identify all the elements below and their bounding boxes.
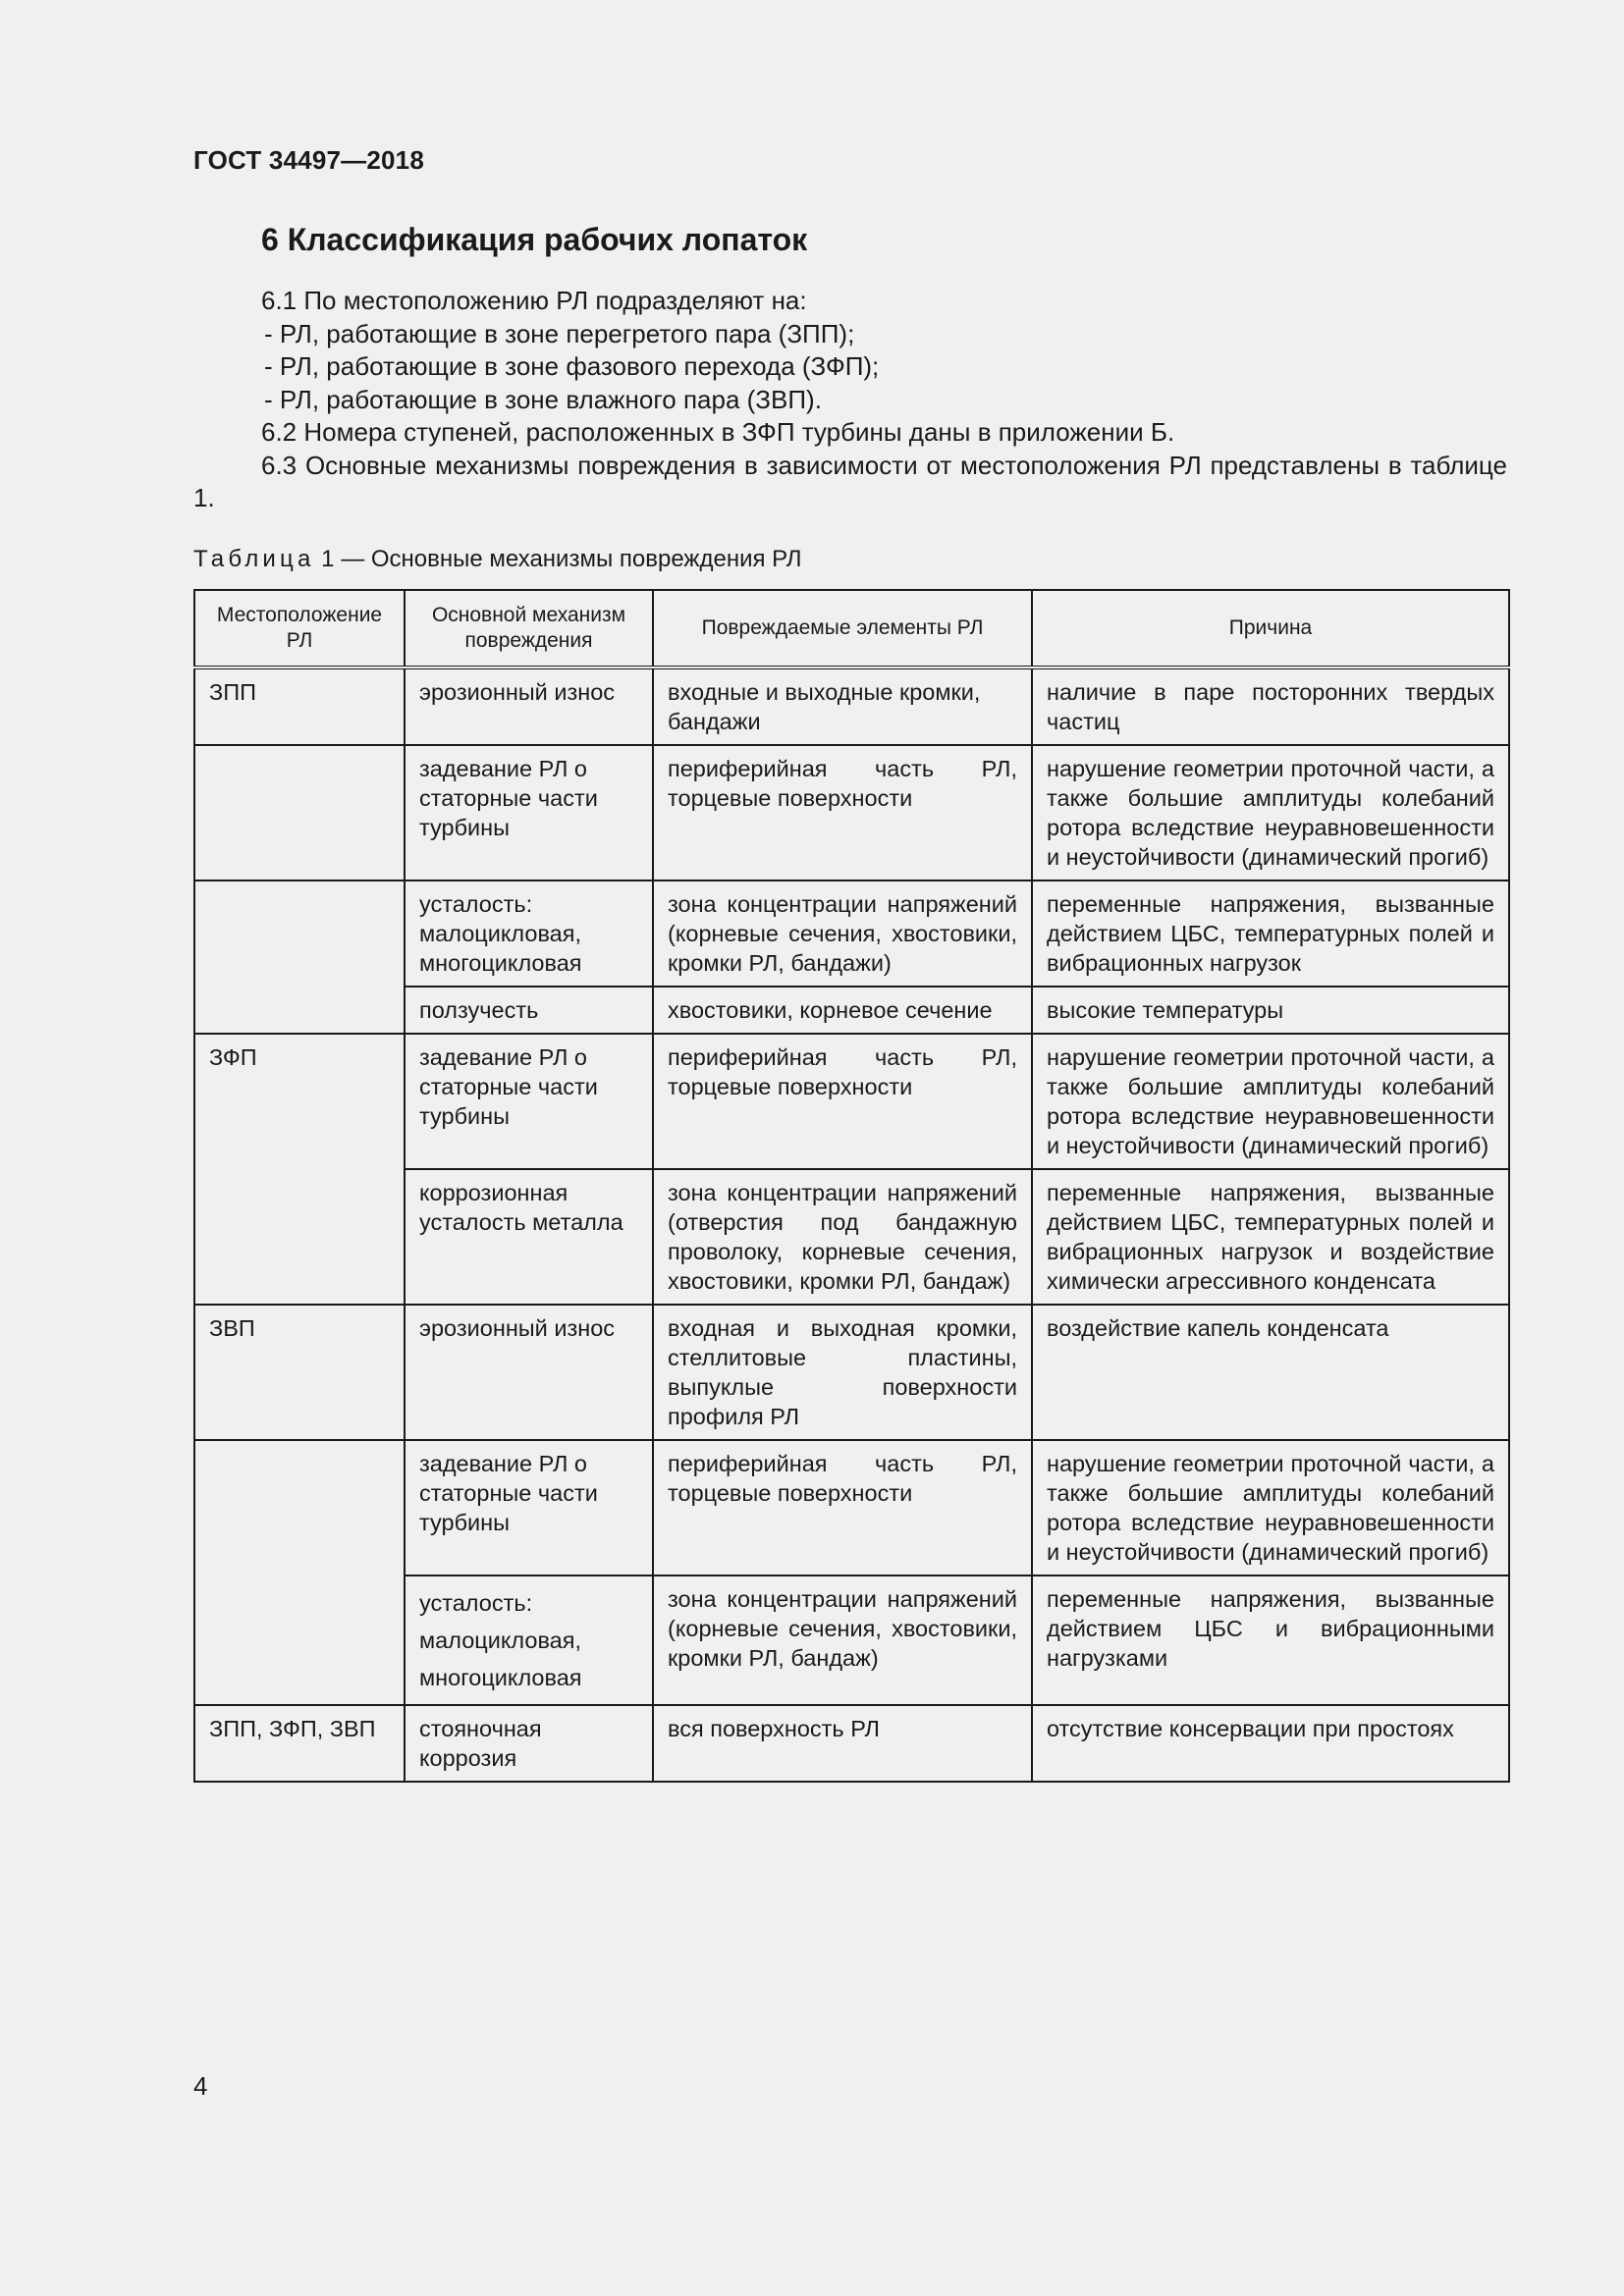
- section-title: 6 Классификация рабочих лопаток: [261, 222, 808, 257]
- header-cause: Причина: [1032, 590, 1509, 667]
- cell-mechanism: задевание РЛ о статорные части турбины: [405, 1440, 653, 1575]
- cell-elements: зона концентрации напряжений (отверстия под бандажную проволоку, корневые сечения, хвостовики, кромки РЛ, бандаж): [653, 1169, 1032, 1305]
- cell-cause: отсутствие консервации при простоях: [1032, 1705, 1509, 1782]
- header-elements: Повреждаемые элементы РЛ: [653, 590, 1032, 667]
- cell-elements: зона концентрации напряжений (корневые сечения, хвостовики, кромки РЛ, бандажи): [653, 881, 1032, 987]
- table-row: [194, 881, 1509, 987]
- header-location: Местоположение РЛ: [194, 590, 405, 667]
- cell-mechanism: эрозионный износ: [405, 667, 653, 745]
- cell-elements: периферийная часть РЛ, торцевые поверхности: [653, 1034, 1032, 1169]
- cell-mechanism: усталость: малоцикловая, многоцикловая: [405, 881, 653, 987]
- cell-cause: наличие в паре посторонних твердых частиц: [1032, 667, 1509, 745]
- table-row: [194, 1305, 1509, 1440]
- cell-mechanism: эрозионный износ: [405, 1305, 653, 1440]
- cell-cause: переменные напряжения, вызванные действием ЦБС, температурных полей и вибрационных нагрузок и воздействие химически агрессивного конденсата: [1032, 1169, 1509, 1305]
- header-mechanism: Основной механизм повреждения: [405, 590, 653, 667]
- cell-cause: переменные напряжения, вызванные действием ЦБС и вибрационными нагрузками: [1032, 1575, 1509, 1705]
- cell-mechanism: стояночная коррозия: [405, 1705, 653, 1782]
- cell-location: [194, 745, 405, 881]
- table-caption-text: 1 — Основные механизмы повреждения РЛ: [314, 546, 802, 572]
- table-row: [194, 667, 1509, 745]
- cell-elements: периферийная часть РЛ, торцевые поверхности: [653, 1440, 1032, 1575]
- cell-location: ЗВП: [194, 1305, 405, 1440]
- cell-location: ЗПП, ЗФП, ЗВП: [194, 1705, 405, 1782]
- table-caption: [193, 546, 802, 573]
- cell-mechanism: задевание РЛ о статорные части турбины: [405, 745, 653, 881]
- cell-cause: высокие температуры: [1032, 987, 1509, 1034]
- cell-location: [194, 881, 405, 1034]
- paragraph-6-3: 6.3 Основные механизмы повреждения в зависимости от местоположения РЛ представлены в таблице 1.: [193, 450, 1507, 512]
- cell-location: [194, 1440, 405, 1705]
- list-item: - РЛ, работающие в зоне фазового перехода (ЗФП);: [264, 351, 880, 381]
- list-item: - РЛ, работающие в зоне перегретого пара (ЗПП);: [264, 318, 855, 348]
- body-text: [193, 285, 1507, 515]
- table-row: [194, 1034, 1509, 1169]
- cell-mechanism: ползучесть: [405, 987, 653, 1034]
- paragraph-6-1: 6.1 По местоположению РЛ подразделяют на:: [261, 286, 807, 315]
- cell-mechanism: коррозионная усталость металла: [405, 1169, 653, 1305]
- cell-elements: вся поверхность РЛ: [653, 1705, 1032, 1782]
- cell-cause: нарушение геометрии проточной части, а также большие амплитуды колебаний ротора вследствие неуравновешенности и неустойчивости (динамический прогиб): [1032, 1440, 1509, 1575]
- cell-elements: хвостовики, корневое сечение: [653, 987, 1032, 1034]
- cell-cause: нарушение геометрии проточной части, а также большие амплитуды колебаний ротора вследствие неуравновешенности и неустойчивости (динамический прогиб): [1032, 1034, 1509, 1169]
- cell-elements: зона концентрации напряжений (корневые сечения, хвостовики, кромки РЛ, бандаж): [653, 1575, 1032, 1705]
- cell-elements: периферийная часть РЛ, торцевые поверхности: [653, 745, 1032, 881]
- table-row: [194, 1440, 1509, 1575]
- cell-elements: входная и выходная кромки, стеллитовые пластины, выпуклые поверхности профиля РЛ: [653, 1305, 1032, 1440]
- cell-mechanism: задевание РЛ о статорные части турбины: [405, 1034, 653, 1169]
- cell-mechanism: усталость: малоцикловая, многоцикловая: [405, 1575, 653, 1705]
- cell-location: ЗПП: [194, 667, 405, 745]
- cell-location: ЗФП: [194, 1034, 405, 1305]
- table-caption-word: Таблица: [193, 546, 315, 572]
- document-code: ГОСТ 34497—2018: [193, 145, 424, 175]
- cell-cause: переменные напряжения, вызванные действием ЦБС, температурных полей и вибрационных нагрузок: [1032, 881, 1509, 987]
- page-number: 4: [193, 2071, 208, 2101]
- damage-mechanisms-table: [193, 589, 1510, 1783]
- table-row: [194, 745, 1509, 881]
- cell-elements: входные и выходные кромки, бандажи: [653, 667, 1032, 745]
- table-row: [194, 1705, 1509, 1782]
- list-item: - РЛ, работающие в зоне влажного пара (ЗВП).: [264, 384, 822, 414]
- table-header-row: [194, 590, 1509, 667]
- paragraph-6-2: 6.2 Номера ступеней, расположенных в ЗФП турбины даны в приложении Б.: [261, 417, 1175, 447]
- cell-cause: воздействие капель конденсата: [1032, 1305, 1509, 1440]
- cell-cause: нарушение геометрии проточной части, а также большие амплитуды колебаний ротора вследствие неуравновешенности и неустойчивости (динамический прогиб): [1032, 745, 1509, 881]
